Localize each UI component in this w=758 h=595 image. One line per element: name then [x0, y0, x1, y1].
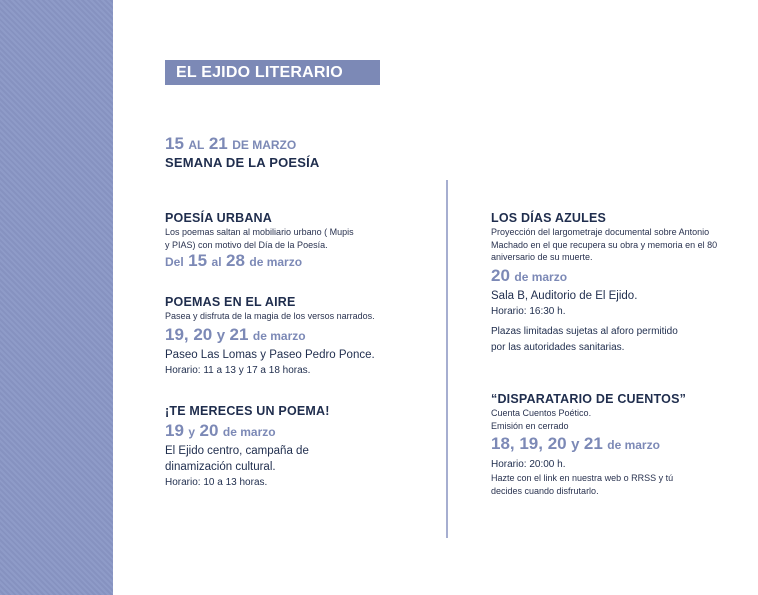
event-hours: Horario: 10 a 13 horas.: [165, 477, 268, 488]
event-dates: [165, 323, 425, 348]
event-dates: [491, 432, 751, 457]
event-hours: Horario: 20:00 h.: [491, 459, 566, 470]
event-subtitle-line: Emisión en cerrado: [491, 420, 569, 431]
event-dates: [491, 264, 751, 289]
event-note-line: Hazte con el link en nuestra web o RRSS y tú: [491, 473, 674, 483]
date-month: de marzo: [514, 269, 568, 284]
event-poemas-aire: [165, 294, 425, 378]
date-last: 21: [583, 434, 603, 453]
date-month: de marzo: [249, 255, 303, 269]
week-start-day: 15: [165, 134, 184, 153]
event-note-line: por las autoridades sanitarias.: [491, 341, 625, 353]
event-poesia-urbana: [165, 210, 425, 272]
event-hours: Horario: 16:30 h.: [491, 306, 566, 317]
event-place: Paseo Las Lomas y Paseo Pedro Ponce.: [165, 348, 375, 361]
event-te-mereces: [165, 403, 425, 490]
event-place-line: dinamización cultural.: [165, 460, 276, 473]
event-dates: [165, 251, 425, 272]
event-title: ¡TE MERECES UN POEMA!: [165, 404, 330, 418]
date-last: 21: [229, 324, 249, 344]
event-description-line: Los poemas saltan al mobiliario urbano ( Mupis: [165, 227, 354, 237]
date-day1: 19: [165, 421, 184, 440]
event-description: Pasea y disfruta de la magia de los versos narrados.: [165, 311, 375, 321]
event-description-line: Machado en el que recupera su obra y memoria en el 80: [491, 239, 718, 250]
event-disparatario: [491, 391, 751, 497]
event-dias-azules: [491, 210, 751, 355]
date-days: 18, 19, 20: [491, 434, 567, 453]
event-note-line: decides cuando disfrutarlo.: [491, 485, 599, 496]
date-prefix: Del: [165, 255, 184, 269]
event-note-line: Plazas limitadas sujetas al aforo permitido: [491, 326, 678, 337]
event-title: “DISPARATARIO DE CUENTOS”: [491, 392, 687, 406]
date-month: de marzo: [607, 438, 660, 452]
event-title: POEMAS EN EL AIRE: [165, 295, 296, 309]
date-connector: y: [188, 425, 196, 439]
week-dates: [165, 134, 296, 154]
event-title: LOS DÍAS AZULES: [491, 211, 607, 225]
page-title: EL EJIDO LITERARIO: [165, 60, 380, 85]
date-day2: 20: [199, 421, 219, 440]
date-days: 19, 20: [165, 324, 213, 344]
date-connector: al: [211, 255, 222, 269]
side-color-band: [0, 0, 113, 595]
event-place: Sala B, Auditorio de El Ejido.: [491, 289, 638, 302]
date-day: 20: [491, 265, 510, 285]
date-to: 28: [225, 251, 245, 270]
date-connector: y: [216, 326, 226, 344]
date-from: 15: [188, 251, 208, 270]
date-connector: y: [571, 436, 580, 453]
date-month: de marzo: [252, 328, 306, 343]
week-date-connector: AL: [188, 138, 205, 152]
event-description-line: Proyección del largometraje documental sobre Antonio: [491, 227, 710, 237]
event-title: POESÍA URBANA: [165, 211, 273, 225]
week-month: DE MARZO: [232, 138, 297, 152]
event-subtitle-line: Cuenta Cuentos Poético.: [491, 408, 592, 418]
page-subtitle: SEMANA DE LA POESÍA: [165, 155, 320, 170]
event-description-line: aniversario de su muerte.: [491, 252, 593, 262]
week-end-day: 21: [208, 134, 228, 153]
column-divider: [446, 180, 448, 538]
event-description-line: y PIAS) con motivo del Día de la Poesía.: [165, 239, 328, 250]
event-dates: [165, 419, 425, 444]
event-hours: Horario: 11 a 13 y 17 a 18 horas.: [165, 365, 311, 376]
event-place-line: El Ejido centro, campaña de: [165, 445, 309, 457]
date-month: de marzo: [222, 425, 276, 439]
